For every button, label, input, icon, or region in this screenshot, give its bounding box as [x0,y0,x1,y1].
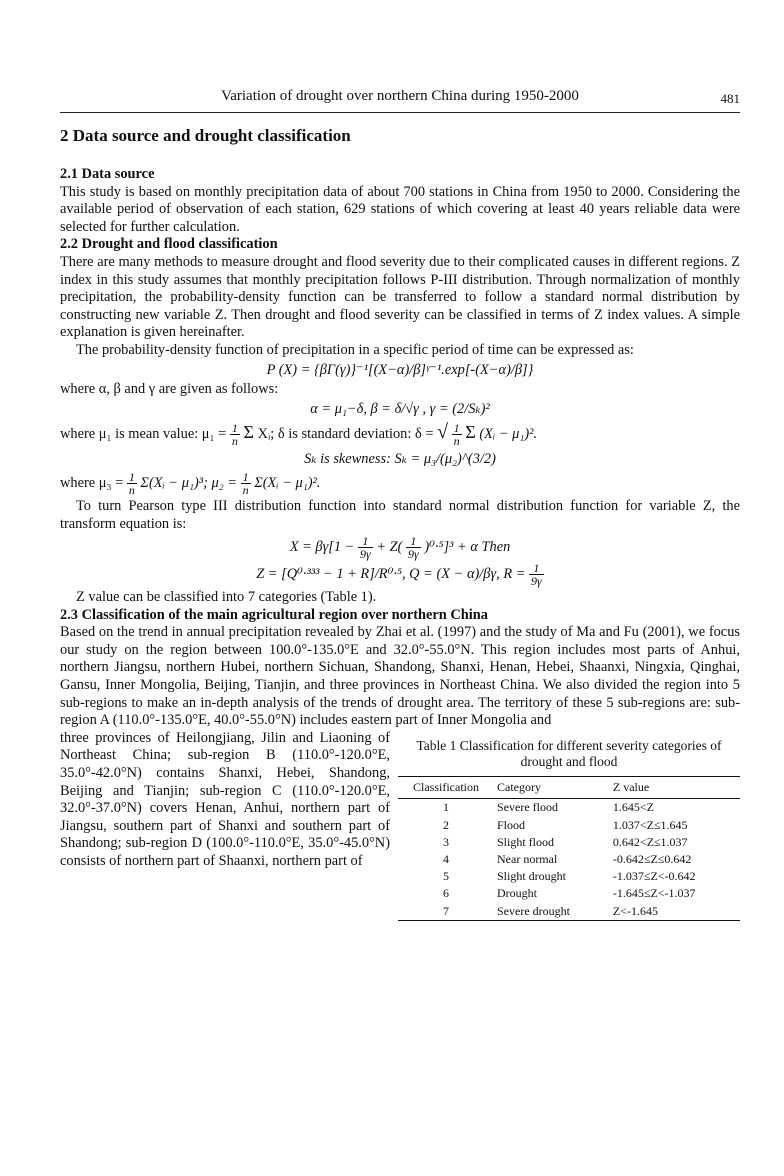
text-table-wrap [60,729,740,918]
sum-sign-icon: Σ [243,422,254,443]
section-title: 2 Data source and drought classification [60,126,351,145]
table-cell: -1.645≤Z<-1.037 [612,886,696,901]
subsection-2-1-title: 2.1 Data source [60,166,155,182]
sqrt-icon: √ [437,421,449,444]
equation-x-transform [60,535,740,560]
table-cell: Slight flood [497,834,555,849]
fraction-num: 1 [453,421,460,436]
equation-params: α = μ₁−δ, β = δ/√γ , γ = (2/Sₖ)² [310,400,490,417]
table-row [398,834,740,851]
fraction-num: 1 [242,469,249,484]
fraction-1-9g-a [358,535,373,560]
data-source-paragraph: This study is based on monthly precipitation data of about 700 stations in China from 1950 to 2000. Considering the available period of observation of each station, 629 stations of which covering at least 40 years reliable data were selected for further calculation. [60,183,740,235]
table-row [398,868,740,885]
page-number: 481 [720,91,740,106]
running-head [60,88,740,110]
fraction-den: n [242,482,249,497]
fraction-num: 1 [529,562,544,575]
moments-mid: Σ(Xᵢ − μ₁)³; μ₂ = [140,474,237,491]
table-cell: 2 [443,817,449,832]
table-cell: 6 [443,886,449,901]
mean-lead: where μ₁ is mean value: μ₁ = [60,426,227,443]
table-cell: 1 [443,800,449,815]
classification-paragraph: There are many methods to measure drought and flood severity due to their complicated causes in different regions. Z index in this study assumes that monthly precipitation follows P-III distribution. Through normalization of monthly precipitation, the probability-density function can be transferred to follow a standard normal distribution by constructing new variable Z. Then drought and flood severity can be classified in terms of Z index values. A simple explanation is given hereinafter. [60,253,740,341]
table-row [398,885,740,902]
pdf-intro-paragraph: The probability-density function of precipitation in a specific period of time can be expressed as: [76,341,634,358]
table-cell: Drought [497,886,537,901]
sd-tail: (Xᵢ − μ₁)². [479,426,538,443]
table-cell: 7 [398,903,494,921]
table-cell: 5 [443,869,449,884]
fraction-num: 1 [358,535,373,548]
fraction-1-n-m2 [241,471,251,496]
fraction-den: 9γ [408,547,419,562]
table-row [398,817,740,834]
table-cell: Flood [497,817,526,832]
fraction-den: n [231,434,238,449]
table-cell: 0.642<Z≤1.037 [612,834,688,849]
equation-pdf: P (X) = {βΓ(γ)}⁻¹[(X−α)/β]ᵞ⁻¹.exp[-(X−α)/β]} [266,361,534,378]
table-cell: Near normal [497,852,558,867]
moments-end: Σ(Xᵢ − μ₁)². [254,474,321,491]
table-row [398,851,740,868]
table-cell: 4 [443,852,449,867]
fraction-den: n [128,482,135,497]
fraction-num: 1 [406,535,421,548]
fraction-1-n [230,422,240,447]
table-row [398,903,740,921]
table-caption: Table 1 Classification for different severity categories of drought and flood [416,737,722,769]
table-cell: Severe drought [494,903,610,921]
table-header: Classification [398,776,494,799]
header-rule [60,112,740,113]
table-cell: -1.037≤Z<-0.642 [612,869,696,884]
params-intro: where α, β and γ are given as follows: [60,381,279,398]
eq-x-mid: + Z( [376,538,403,555]
fraction-1-n-sd [452,422,462,447]
classification-table [398,776,740,921]
fraction-1-9g-r [529,562,544,587]
table-header: Category [494,776,610,799]
equation-skewness: Sₖ is skewness: Sₖ = μ₃/(μ₂)^(3/2) [304,451,496,468]
table-header: Z value [610,776,740,799]
fraction-1-n-m3 [127,471,137,496]
mean-sum: Xᵢ; δ is standard deviation: δ = [257,426,434,443]
equation-z [60,562,740,587]
table-row [398,799,740,817]
running-title: Variation of drought over northern China during 1950-2000 [221,88,579,104]
table-cell: -0.642≤Z≤0.642 [612,852,692,867]
equation-mean-sd [60,422,740,447]
table-header-row [398,776,740,799]
sum-sign-icon: Σ [465,422,476,443]
equation-moments [60,471,740,496]
region-paragraph: Based on the trend in annual precipitation revealed by Zhai et al. (1997) and the study of Ma and Fu (2001), we focus our study on the region between 100.0°-135.0°E and 32.0°-55.0°N. This region includes most parts of Anhui, northern Jiangsu, northern Hubei, northern Sichuan, Shandong, Shanxi, Henan, Hebei, Shaanxi, Ningxia, Qinghai, Gansu, Inner Mongolia, Beijing, Tianjin, and three provinces in Northeast China. We also divided the region into 5 sub-regions to make an in-depth analysis of the trends of drought area. The territory of these 5 sub-regions are: sub-region A (110.0°-135.0°E, 40.0°-55.0°N) includes eastern part of Inner Mongolia and [60,624,740,729]
table-cell: Slight drought [497,869,567,884]
fraction-num: 1 [231,421,238,436]
fraction-num: 1 [128,469,135,484]
subsection-2-2-title: 2.2 Drought and flood classification [60,236,278,253]
eq-x-lead: X = βγ[1 − [289,538,355,555]
eq-z-text: Z = [Q⁰·³³³ − 1 + R]/R⁰·⁵, Q = (X − α)/βγ, R = [256,565,526,582]
region-paragraph-cont: three provinces of Heilongjiang, Jilin and Liaoning of Northeast China; sub-region B (110.0°-120.0°E, 35.0°-42.0°N) contains Shanxi, Hebei, Shandong, Beijing and Tianjin; sub-region C (110.0°-120.0°E, 32.0°-37.0°N) covers Henan, Anhui, northern part of Jiangsu, southern part of Shanxi and southern part of Shandong; sub-region D (100.0°-110.0°E, 35.0°-45.0°N) consists of northern part of Shaanxi, northern part of [60,729,390,869]
fraction-den: 9γ [531,574,542,589]
moments-lead: where μ₃ = [60,474,124,491]
table-cell: Severe flood [497,800,558,815]
fraction-den: n [453,434,460,449]
eq-x-end: )⁰·⁵]³ + α Then [424,538,511,555]
table-1 [398,730,740,921]
table-cell: 3 [443,834,449,849]
fraction-1-9g-b [406,535,421,560]
fraction-den: 9γ [359,547,371,562]
table-cell: 1.037<Z≤1.645 [612,817,688,832]
z-categories-paragraph: Z value can be classified into 7 categories (Table 1). [76,589,377,606]
table-cell: Z<-1.645 [610,903,740,921]
table-cell: 1.645<Z [612,800,654,815]
transform-paragraph: To turn Pearson type III distribution function into standard normal distribution function for variable Z, the transform equation is: [60,497,740,532]
subsection-2-3-title: 2.3 Classification of the main agricultural region over northern China [60,606,488,623]
article-body [60,126,740,918]
